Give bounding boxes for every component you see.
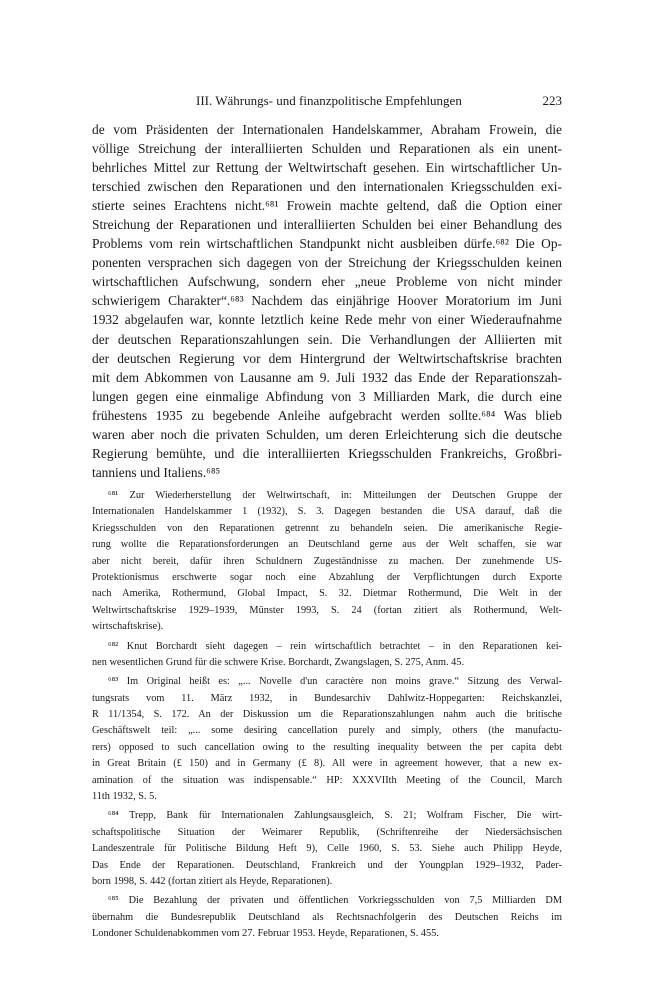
footnote-line: ⁶⁸¹ Zur Wiederherstellung der Weltwirtschaft, in: Mitteilungen der Deutschen Gruppe der <box>108 490 562 501</box>
main-body-text <box>92 120 562 482</box>
body-line: terschied zwischen den Reparationen und den internationalen Kriegsschulden exi- <box>92 179 562 195</box>
body-line: Problems vom rein wirtschaftlichen Standpunkt nicht ausbleiben dürfe.⁶⁸² Die Op- <box>92 236 562 252</box>
body-line: der deutschen Reparationszahlungen sein. Die Verhandlungen der Alliierten mit <box>92 331 562 347</box>
footnote-line: aber nicht bereit, dafür ihren Schuldnern Zugeständnisse zu machen. Der zunehmende US- <box>92 555 562 567</box>
footnote-line: R 11/1354, S. 172. An der Diskussion um die Reparationszahlungen nahm auch die britische <box>92 709 562 721</box>
footnote-line: born 1998, S. 442 (fortan zitiert als Heyde, Reparationen). <box>92 875 333 887</box>
footnote-line: in Great Britain (£ 150) and in Germany (£ 8). All were in agreement however, that a new ex- <box>92 758 562 770</box>
footnote-line: ⁶⁸² Knut Borchardt sieht dagegen – rein wirtschaftlich betrachtet – in den Reparationen kei- <box>108 640 562 652</box>
running-header-title: III. Währungs- und finanzpolitische Empfehlungen <box>196 93 462 108</box>
page-number: 223 <box>542 93 562 108</box>
footnote-line: amination of the situation was indispensable.“ HP: XXXVIIth Meeting of the Council, March <box>92 774 562 786</box>
footnote-685 <box>92 893 562 942</box>
footnote-line: nach Amerika, Rothermund, Global Impact, S. 32. Dietmar Rothermund, Die Welt in der <box>92 588 562 600</box>
footnote-line: Kriegsschulden von den Reparationen getrennt zu behandeln seien. Die amerikanische Regie- <box>92 522 562 534</box>
body-line: Streichung der Reparationen und interalliierten Schulden bei einer Behandlung des <box>92 217 562 233</box>
footnote-line: tungsrats vom 11. März 1932, in Bundesarchiv Dahlwitz-Hoppegarten: Reichskanzlei, <box>92 692 562 704</box>
footnote-682 <box>92 639 562 672</box>
footnote-line: Londoner Schuldenabkommen vom 27. Februar 1953. Heyde, Reparationen, S. 455. <box>92 928 439 940</box>
body-line: lungen gegen eine einmalige Abfindung von 3 Milliarden Mark, die durch eine <box>92 388 562 404</box>
body-line: waren aber noch die privaten Schulden, um deren Erleichterung sich die deutsche <box>92 426 562 442</box>
body-line: wirtschaftlichen Aufschwung, sondern eher „neue Probleme von nicht minder <box>92 274 562 290</box>
footnote-line: wirtschaftskrise). <box>92 621 164 633</box>
body-line: frühestens 1935 zu begebende Anleihe aufgebracht werden sollte.⁶⁸⁴ Was blieb <box>92 407 562 423</box>
body-line: ponenten versprachen sich dagegen von der Streichung der Kriegsschulden keinen <box>92 255 562 271</box>
footnote-line: Das Ende der Reparationen. Deutschland, Frankreich und der Youngplan 1929–1932, Pader- <box>92 859 562 871</box>
footnote-line: Geschäftswelt teil: „... some desiring cancellation purely and simply, others (the manufactu- <box>92 725 562 737</box>
footnote-line: ⁶⁸⁴ Trepp, Bank für Internationalen Zahlungsausgleich, S. 21; Wolfram Fischer, Die wirt- <box>108 810 562 822</box>
footnote-line: Protektionismus erschwerte sogar noch eine Abzahlung der Verpflichtungen durch Exporte <box>92 571 562 583</box>
footnote-line: Landeszentrale für Politische Bildung Heft 9), Celle 1960, S. 53. Siehe auch Philipp Heyde, <box>92 843 562 855</box>
footnotes <box>92 488 562 946</box>
footnote-683 <box>92 674 562 805</box>
body-line: tanniens und Italiens.⁶⁸⁵ <box>92 464 221 480</box>
body-line: schwierigem Charakter“.⁶⁸³ Nachdem das einjährige Hoover Moratorium im Juni <box>92 293 562 309</box>
footnote-line: ⁶⁸⁵ Die Bezahlung der privaten und öffentlichen Vorkriegsschulden von 7,5 Milliarden DM <box>108 895 562 907</box>
body-line: Regierung bemühte, und die interalliierten Kriegsschulden Frankreichs, Großbri- <box>92 445 562 461</box>
footnote-line: ⁶⁸³ Im Original heißt es: „... Novelle d'un caractère non moins grave.“ Sitzung des Verwal- <box>108 676 562 688</box>
body-line: mit dem Abkommen von Lausanne am 9. Juli 1932 das Ende der Reparationszah- <box>92 369 562 385</box>
body-line: 1932 abgelaufen war, konnte letztlich keine Rede mehr von einer Wiederaufnahme <box>92 312 562 328</box>
body-line: de vom Präsidenten der Internationalen Handelskammer, Abraham Frowein, die <box>92 122 562 137</box>
footnote-684 <box>92 808 562 890</box>
footnote-681 <box>92 488 562 636</box>
footnote-line: rers) opposed to such cancellation owing to the resulting inequality between the per capita debt <box>92 741 562 753</box>
running-header <box>92 93 562 111</box>
footnote-line: schaftspolitische Situation der Weimarer Republik, (Schriftenreihe der Niedersächsischen <box>92 826 562 838</box>
footnote-line: nen wesentlichen Grund für die schwere Krise. Borchardt, Zwangslagen, S. 275, Anm. 45. <box>92 656 465 668</box>
footnote-line: Internationalen Handelskammer 1 (1932), S. 3. Dagegen bestanden die USA darauf, daß die <box>92 506 562 518</box>
body-line: behrliches Mittel zur Rettung der Weltwirtschaft gesehen. Ein wirtschaftlicher Un- <box>92 160 562 176</box>
body-line: der deutschen Regierung vor dem Hintergrund der Weltwirtschaftskrise brachten <box>92 350 562 366</box>
footnote-line: 11th 1932, S. 5. <box>92 791 157 803</box>
body-line: völlige Streichung der interalliierten Schulden und Reparationen als ein unent- <box>92 141 562 157</box>
footnote-line: Weltwirtschaftskrise 1929–1939, Münster 1993, S. 24 (fortan zitiert als Rothermund, Welt- <box>92 604 562 616</box>
footnote-line: rung wollte die Reparationsforderungen an Deutschland gerne aus der Welt schaffen, sie war <box>92 539 562 551</box>
footnote-line: übernahm die Bundesrepublik Deutschland als Rechtsnachfolgerin des Deutschen Reichs im <box>92 911 562 923</box>
body-line: stierte seines Erachtens nicht.⁶⁸¹ Frowein machte geltend, daß die Option einer <box>92 198 562 214</box>
